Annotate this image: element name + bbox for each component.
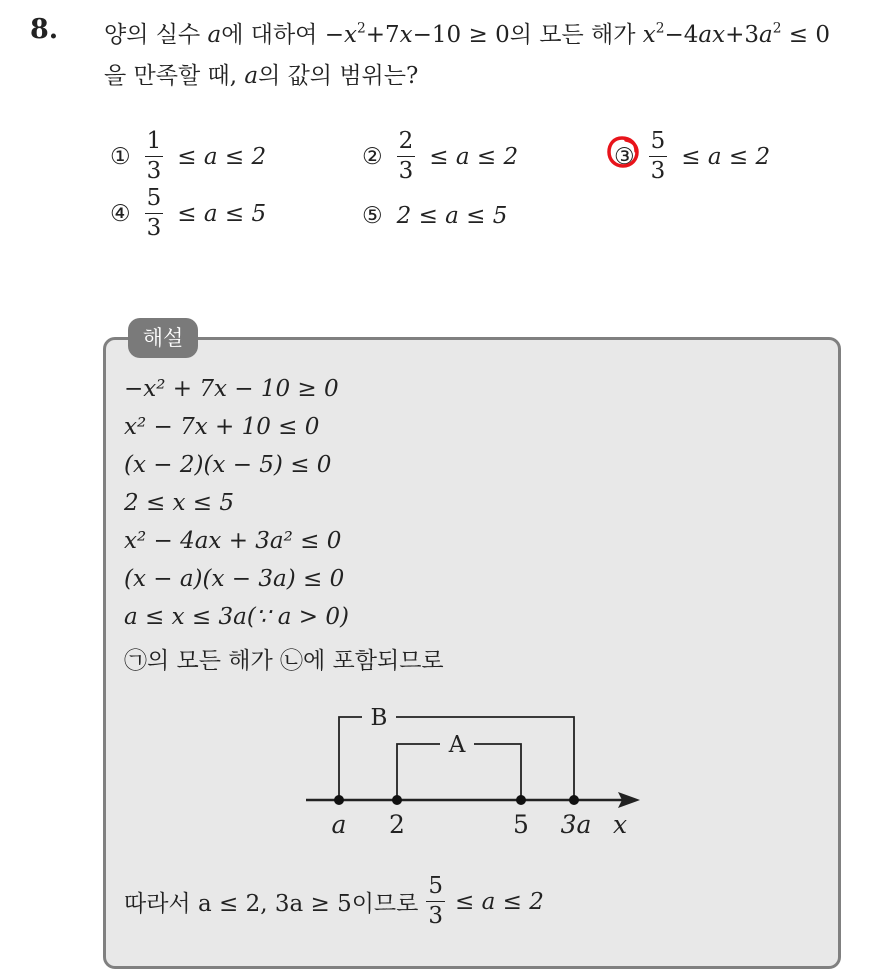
axis-label-x: x xyxy=(612,810,628,839)
solution-line-8: ㉠의 모든 해가 ㉡에 포함되므로 xyxy=(124,648,444,674)
bracket-A-right xyxy=(474,744,521,800)
choice-marker: ⑤ xyxy=(362,203,383,229)
point-2 xyxy=(392,795,402,805)
fraction: $\frac{2}{3}$ xyxy=(398,128,414,184)
solution-line-6: (x − a)(x − 3a) ≤ 0 xyxy=(124,566,345,592)
choice-marker: ③ xyxy=(614,144,635,170)
choice-text: ≤ a ≤ 2 xyxy=(681,143,771,170)
question-number: 8. xyxy=(30,14,59,45)
choice-2[interactable] xyxy=(362,130,518,183)
choice-text: ≤ a ≤ 5 xyxy=(177,200,267,227)
fraction: $\frac{5}{3}$ xyxy=(428,873,443,929)
fraction: $\frac{5}{3}$ xyxy=(650,128,666,184)
conclusion-range: ≤ a ≤ 2 xyxy=(455,888,544,915)
choice-marker: ① xyxy=(110,143,131,170)
choice-3-selected[interactable] xyxy=(614,130,770,183)
choice-marker: ② xyxy=(362,143,383,170)
point-a xyxy=(334,795,344,805)
label-B: B xyxy=(370,705,388,731)
point-3a xyxy=(569,795,579,805)
solution-line-5: x² − 4ax + 3a² ≤ 0 xyxy=(124,528,342,554)
bracket-A-left xyxy=(397,744,440,800)
tick-label-3a: 3a xyxy=(560,810,592,839)
bracket-B-right xyxy=(396,717,574,800)
conclusion-text: 따라서 a ≤ 2, 3a ≥ 5이므로 xyxy=(124,891,419,917)
solution-tag: 해설 xyxy=(128,318,198,358)
bracket-B-left xyxy=(339,717,362,800)
point-5 xyxy=(516,795,526,805)
choice-1[interactable] xyxy=(110,130,266,183)
solution-line-7: a ≤ x ≤ 3a(∵ a > 0) xyxy=(124,604,349,630)
choice-text: 2 ≤ a ≤ 5 xyxy=(396,203,508,229)
question-text-line1: 양의 실수 a에 대하여 $-x^2+7x-10 \ge 0$의 모든 해가 $x^2-4ax+3a^2 \le 0$ xyxy=(104,20,831,48)
fraction: $\frac{5}{3}$ xyxy=(146,185,162,241)
tick-label-a: a xyxy=(331,810,347,839)
solution-conclusion xyxy=(124,875,544,928)
solution-line-2: x² − 7x + 10 ≤ 0 xyxy=(124,414,320,440)
label-A: A xyxy=(448,732,466,758)
choice-marker: ④ xyxy=(110,200,131,227)
solution-line-1: −x² + 7x − 10 ≥ 0 xyxy=(124,376,339,402)
solution-line-3: (x − 2)(x − 5) ≤ 0 xyxy=(124,452,332,478)
choice-text: ≤ a ≤ 2 xyxy=(429,143,519,170)
tick-label-2: 2 xyxy=(389,810,405,839)
tick-label-5: 5 xyxy=(513,810,529,839)
solution-line-4: 2 ≤ x ≤ 5 xyxy=(124,490,235,516)
number-line-diagram xyxy=(300,705,650,845)
choice-4[interactable] xyxy=(110,187,266,240)
choice-5[interactable] xyxy=(362,203,507,229)
fraction: $\frac{1}{3}$ xyxy=(146,128,162,184)
question-text-line2: 을 만족할 때, a의 값의 범위는? xyxy=(104,63,419,89)
choice-text: ≤ a ≤ 2 xyxy=(177,143,267,170)
